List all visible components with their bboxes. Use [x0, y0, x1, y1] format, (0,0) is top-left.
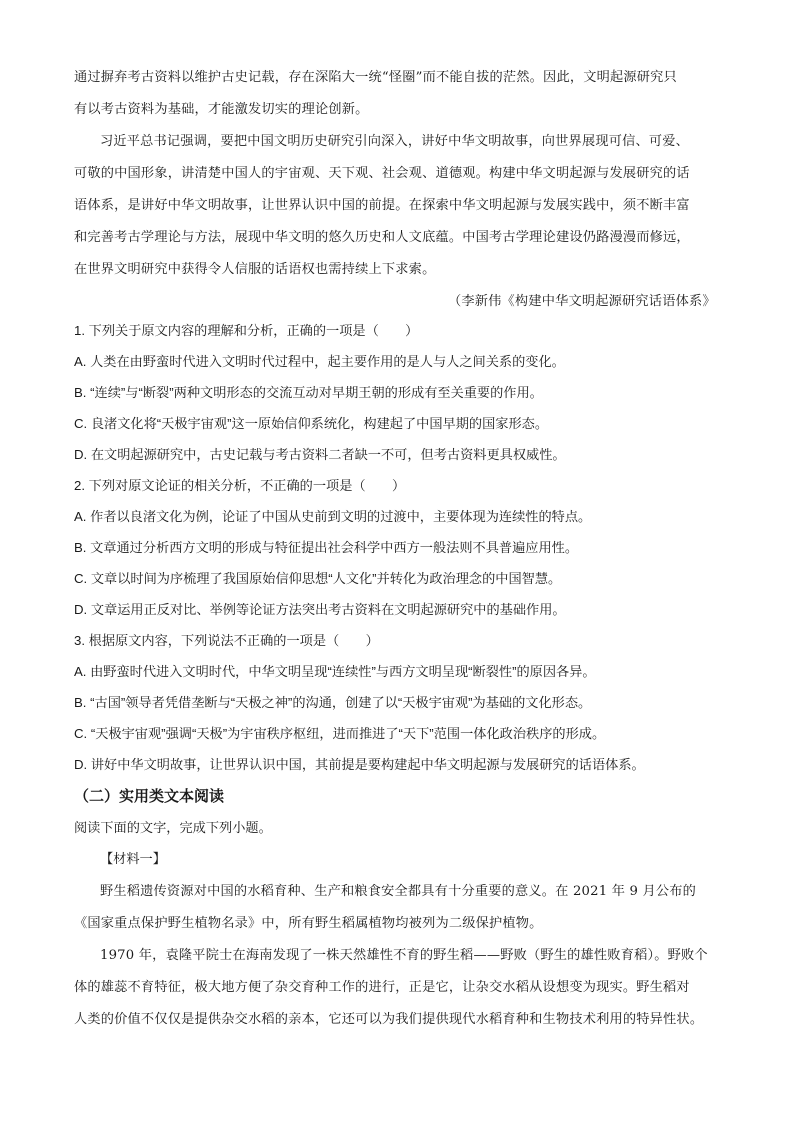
section-heading: （二）实用类文本阅读	[74, 788, 225, 805]
material-line: 野生稻遗传资源对中国的水稻育种、生产和粮食安全都具有十分重要的意义。在 2021 年 9 月公布的	[100, 884, 697, 899]
question-option: B. “连续”与“断裂”两种文明形态的交流互动对早期王朝的形成有至关重要的作用。	[74, 385, 543, 400]
passage-line: 习近平总书记强调，要把中国文明历史研究引向深入，讲好中华文明故事，向世界展现可信、可爱、	[100, 134, 690, 149]
question-stem: 2. 下列对原文论证的相关分析，不正确的一项是（ ）	[74, 478, 406, 493]
section-instruction: 阅读下面的文字，完成下列小题。	[74, 820, 272, 835]
passage-line: 在世界文明研究中获得令人信服的话语权也需持续上下求索。	[74, 262, 436, 277]
material-line: 体的雄蕊不育特征，极大地方便了杂交育种工作的进行，正是它，让杂交水稻从设想变为现实。野生稻对	[74, 980, 690, 995]
question-option: B. 文章通过分析西方文明的形成与特征提出社会科学中西方一般法则不具普遍应用性。	[74, 540, 579, 555]
passage-source: （李新伟《构建中华文明起源研究话语体系》	[448, 294, 716, 309]
question-option: D. 在文明起源研究中，古史记载与考古资料二者缺一不可，但考古资料更具权威性。	[74, 447, 566, 462]
question-option: D. 文章运用正反对比、举例等论证方法突出考古资料在文明起源研究中的基础作用。	[74, 602, 566, 617]
question-stem: 1. 下列关于原文内容的理解和分析，正确的一项是（ ）	[74, 323, 419, 338]
passage-line: 语体系，是讲好中华文明故事，让世界认识中国的前提。在探索中华文明起源与发展实践中，须不断丰富	[74, 198, 690, 213]
passage-line: 可敬的中国形象，讲清楚中国人的宇宙观、天下观、社会观、道德观。构建中华文明起源与发展研究的话	[74, 166, 690, 181]
question-option: C. 文章以时间为序梳理了我国原始信仰思想“人文化”并转化为政治理念的中国智慧。	[74, 571, 562, 586]
question-option: A. 由野蛮时代进入文明时代，中华文明呈现“连续性”与西方文明呈现“断裂性”的原因各异。	[74, 664, 596, 679]
question-option: A. 作者以良渚文化为例，论证了中国从史前到文明的过渡中，主要体现为连续性的特点。	[74, 509, 592, 524]
question-option: B. “古国”领导者凭借垄断与“天极之神”的沟通，创建了以“天极宇宙观”为基础的文化形态。	[74, 695, 592, 710]
material-line: 1970 年，袁隆平院士在海南发现了一株天然雄性不育的野生稻——野败（野生的雄性败育稻）。野败个	[100, 948, 708, 963]
passage-line: 和完善考古学理论与方法，展现中华文明的悠久历史和人文底蕴。中国考古学理论建设仍路漫漫而修远，	[74, 230, 690, 245]
question-option: D. 讲好中华文明故事，让世界认识中国，其前提是要构建起中华文明起源与发展研究的话语体系。	[74, 757, 645, 772]
material-label: 【材料一】	[100, 851, 166, 866]
question-option: C. “天极宇宙观”强调“天极”为宇宙秩序枢纽，进而推进了“天下”范围一体化政治秩序的形成。	[74, 726, 606, 741]
passage-line: 有以考古资料为基础，才能激发切实的理论创新。	[74, 102, 369, 117]
question-option: A. 人类在由野蛮时代进入文明时代过程中，起主要作用的是人与人之间关系的变化。	[74, 354, 565, 369]
passage-line: 通过摒弃考古资料以维护古史记载，存在深陷大一统“怪圈”而不能自拔的茫然。因此，文明起源研究只	[74, 70, 677, 85]
question-stem: 3. 根据原文内容，下列说法不正确的一项是（ ）	[74, 633, 379, 648]
material-line: 人类的价值不仅仅是提供杂交水稻的亲本，它还可以为我们提供现代水稻育种和生物技术利用的特异性状。	[74, 1012, 704, 1027]
question-option: C. 良渚文化将“天极宇宙观”这一原始信仰系统化，构建起了中国早期的国家形态。	[74, 416, 549, 431]
material-line: 《国家重点保护野生植物名录》中，所有野生稻属植物均被列为二级保护植物。	[74, 916, 543, 931]
